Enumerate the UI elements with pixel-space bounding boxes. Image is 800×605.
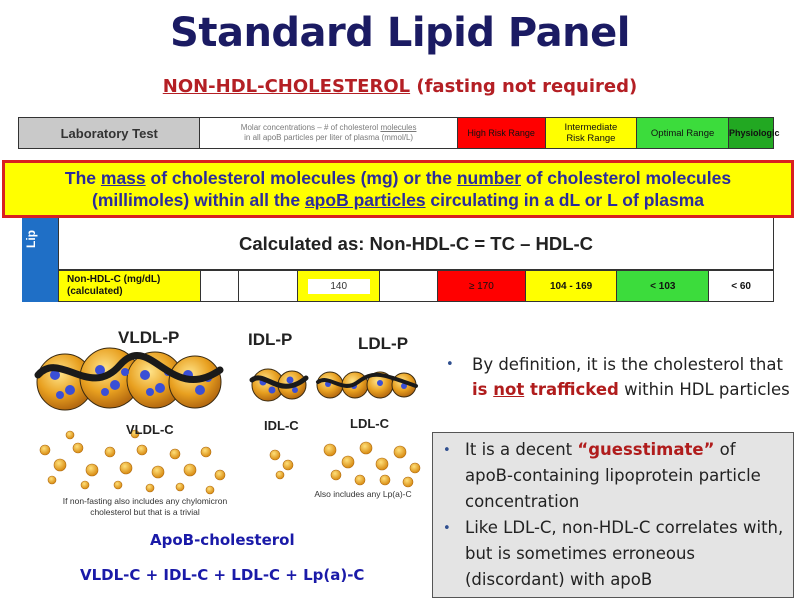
molar-text-2: in all apoB particles per liter of plasma (mmol/L) xyxy=(244,133,414,142)
b1-tail: within HDL particles xyxy=(618,380,790,399)
definition-banner xyxy=(2,160,794,218)
value-cell xyxy=(298,271,380,301)
row-label xyxy=(59,271,201,301)
bullet-icon: • xyxy=(446,357,454,372)
header-high-risk: High Risk Range xyxy=(458,118,546,148)
optimal-cell: < 103 xyxy=(617,271,709,301)
empty-cell xyxy=(380,271,438,301)
subtitle-main: NON-HDL-CHOLESTEROL xyxy=(162,76,411,97)
molar-text-1: Molar concentrations – # of cholesterol xyxy=(240,123,381,132)
banner-line-1 xyxy=(65,167,731,189)
ldl-p-label: LDL-P xyxy=(358,334,409,353)
table-row xyxy=(58,270,774,302)
banner-text: of cholesterol molecules (mg) or the xyxy=(145,168,457,188)
bullet-icon: • xyxy=(443,443,451,458)
header-intermediate-risk xyxy=(546,118,638,148)
bullet-icon: • xyxy=(443,521,451,536)
b2-tail: of apoB-containing lipoprotein particle concentration xyxy=(465,440,761,511)
physiologic-cell: < 60 xyxy=(731,280,751,292)
empty-cell xyxy=(201,271,239,301)
header-physiologic: Physiologic xyxy=(729,118,773,148)
header-optimal: Optimal Range xyxy=(637,118,729,148)
banner-text: (millimoles) within all the xyxy=(92,190,305,210)
inter-line-1: Intermediate xyxy=(564,122,618,133)
b1-text: By definition, it is the cholesterol that xyxy=(472,355,783,374)
banner-line-2 xyxy=(92,189,704,211)
banner-text: apoB particles xyxy=(304,190,426,210)
intermediate-cell: 104 - 169 xyxy=(526,271,618,301)
bullet-correlation xyxy=(443,515,788,593)
b2-emphasis: “guesstimate” xyxy=(577,440,715,459)
bullet-text: Like LDL-C, non-HDL-C correlates with, but is sometimes erroneous (discordant) with apoB xyxy=(465,518,784,589)
banner-text: mass xyxy=(100,168,146,188)
vldl-particles xyxy=(37,348,221,410)
cholesterol-sum-formula: VLDL-C + IDL-C + LDL-C + Lp(a)-C xyxy=(80,566,365,584)
note-line: cholesterol but that is a trivial xyxy=(90,507,200,517)
bullet-definition xyxy=(446,352,790,402)
b1-trafficked: trafficked xyxy=(524,380,619,399)
bullet-text xyxy=(472,352,790,402)
nonfasting-note xyxy=(30,496,260,518)
header-molar xyxy=(200,118,457,148)
ldl-c-label: LDL-C xyxy=(350,416,389,431)
inter-line-2: Risk Range xyxy=(566,133,616,144)
idl-particles xyxy=(252,369,306,401)
banner-text: of cholesterol molecules xyxy=(521,168,732,188)
apob-cholesterol-label: ApoB-cholesterol xyxy=(150,531,295,549)
vldl-c-label: VLDL-C xyxy=(126,422,174,437)
b1-is: is xyxy=(472,380,494,399)
banner-text: The xyxy=(64,168,101,188)
bullet-guesstimate xyxy=(443,437,788,515)
cholesterol-droplets xyxy=(40,430,420,494)
calculation-formula: Calculated as: Non-HDL-C = TC – HDL-C xyxy=(58,218,774,270)
idl-p-label: IDL-P xyxy=(248,330,293,349)
b2-text: It is a decent xyxy=(465,440,578,459)
row-label-2: (calculated) xyxy=(67,286,123,297)
row-label-1: Non-HDL-C (mg/dL) xyxy=(67,274,161,285)
note-line: If non-fasting also includes any chylomicron xyxy=(62,496,228,506)
header-lab-test: Laboratory Test xyxy=(19,118,200,148)
slide-subtitle xyxy=(0,76,800,97)
ldl-particles xyxy=(317,372,416,398)
banner-text: circulating in a dL or L of plasma xyxy=(425,190,704,210)
b1-not: not xyxy=(493,380,525,399)
lpa-note: Also includes any Lp(a)-C xyxy=(314,489,412,499)
banner-text: number xyxy=(456,168,522,188)
table-header-row xyxy=(18,117,780,149)
side-bar-label: Lip xyxy=(24,230,38,248)
high-risk-cell: ≥ 170 xyxy=(438,271,526,301)
subtitle-note: (fasting not required) xyxy=(410,76,638,97)
value-field: 140 xyxy=(308,279,370,294)
bullet-text xyxy=(465,437,788,515)
vldl-p-label: VLDL-P xyxy=(118,328,180,347)
molar-text-1b: molecules xyxy=(380,123,417,132)
slide-title: Standard Lipid Panel xyxy=(170,10,630,56)
empty-cell xyxy=(239,271,299,301)
b1-emphasis xyxy=(472,380,619,399)
idl-c-label: IDL-C xyxy=(264,418,299,433)
bullet-box xyxy=(432,432,794,598)
